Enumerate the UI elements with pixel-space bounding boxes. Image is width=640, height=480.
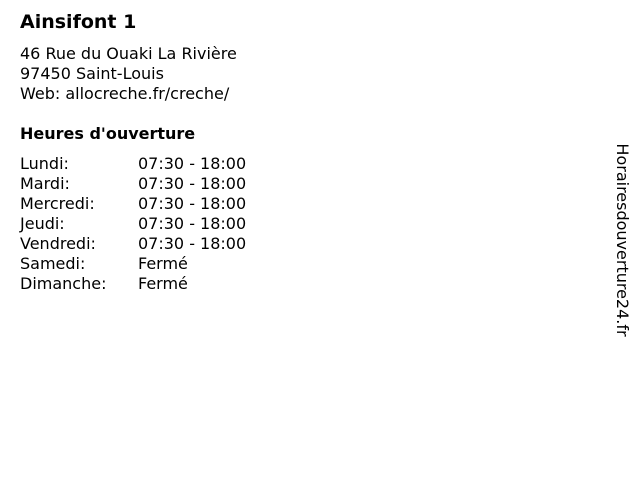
website-text: Web: allocreche.fr/creche/: [20, 84, 230, 103]
day-hours: 07:30 - 18:00: [138, 194, 247, 213]
day-label: Vendredi:: [20, 234, 96, 253]
business-name: Ainsifont 1: [20, 11, 137, 33]
day-hours: 07:30 - 18:00: [138, 174, 247, 193]
address-street: 46 Rue du Ouaki La Rivière: [20, 44, 237, 63]
day-hours: Fermé: [138, 254, 188, 273]
day-label: Dimanche:: [20, 274, 107, 293]
site-watermark: Horairesdouverture24.fr: [613, 143, 632, 337]
day-hours: 07:30 - 18:00: [138, 214, 247, 233]
business-address: [20, 44, 237, 104]
address-city: 97450 Saint-Louis: [20, 64, 164, 83]
day-label: Samedi:: [20, 254, 86, 273]
day-hours: 07:30 - 18:00: [138, 154, 247, 173]
day-hours: 07:30 - 18:00: [138, 234, 247, 253]
day-label: Mercredi:: [20, 194, 95, 213]
day-label: Jeudi:: [20, 214, 65, 233]
day-label: Mardi:: [20, 174, 70, 193]
opening-hours-heading: Heures d'ouverture: [20, 124, 196, 143]
day-hours: Fermé: [138, 274, 188, 293]
day-label: Lundi:: [20, 154, 69, 173]
